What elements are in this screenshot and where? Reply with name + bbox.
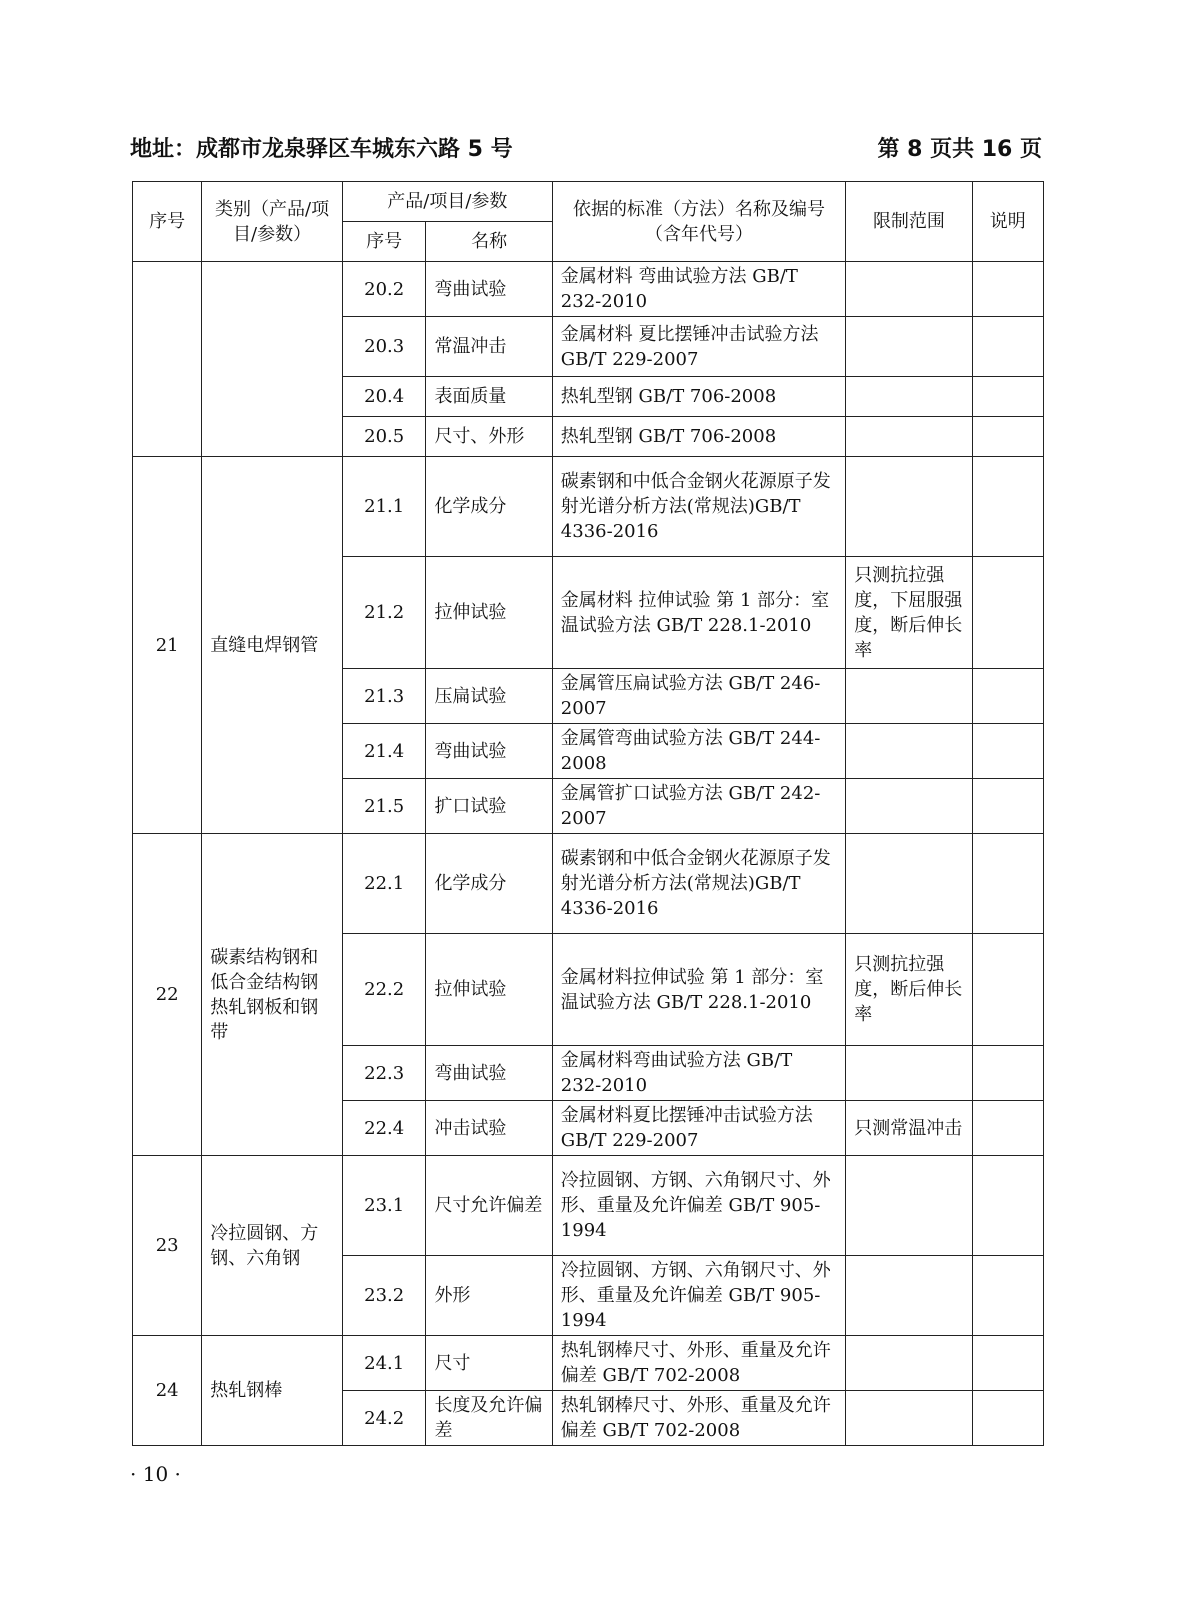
table-row: [133, 834, 1044, 934]
row-limit: 只测常温冲击: [846, 1101, 972, 1156]
row-note: [972, 457, 1043, 557]
table-header: [133, 182, 1044, 262]
row-sub-seq: 21.4: [342, 724, 426, 779]
header-product-group: 产品/项目/参数: [342, 182, 552, 222]
row-note: [972, 317, 1043, 377]
row-note: [972, 934, 1043, 1046]
row-standard: 碳素钢和中低合金钢火花源原子发射光谱分析方法(常规法)GB/T 4336-2016: [552, 457, 845, 557]
row-name: 化学成分: [426, 457, 552, 557]
row-note: [972, 1046, 1043, 1101]
group-seq: 24: [133, 1336, 202, 1446]
page-info-text: 第 8 页共 16 页: [877, 137, 1042, 162]
row-standard: 冷拉圆钢、方钢、六角钢尺寸、外形、重量及允许偏差 GB/T 905-1994: [552, 1256, 845, 1336]
standards-table: [132, 181, 1044, 1446]
row-note: [972, 377, 1043, 417]
row-standard: 金属材料 弯曲试验方法 GB/T 232-2010: [552, 262, 845, 317]
row-standard: 热轧钢棒尺寸、外形、重量及允许偏差 GB/T 702-2008: [552, 1336, 845, 1391]
row-sub-seq: 20.2: [342, 262, 426, 317]
row-standard: 金属材料拉伸试验 第 1 部分：室温试验方法 GB/T 228.1-2010: [552, 934, 845, 1046]
header-category: 类别（产品/项目/参数）: [202, 182, 343, 262]
header-limit: 限制范围: [846, 182, 972, 262]
row-name: 扩口试验: [426, 779, 552, 834]
row-limit: 只测抗拉强度，断后伸长率: [846, 934, 972, 1046]
row-limit: 只测抗拉强度，下屈服强度，断后伸长率: [846, 557, 972, 669]
row-sub-seq: 24.2: [342, 1391, 426, 1446]
row-sub-seq: 20.5: [342, 417, 426, 457]
row-standard: 金属材料 夏比摆锤冲击试验方法 GB/T 229-2007: [552, 317, 845, 377]
row-name: 常温冲击: [426, 317, 552, 377]
row-sub-seq: 21.1: [342, 457, 426, 557]
row-note: [972, 834, 1043, 934]
row-note: [972, 669, 1043, 724]
row-note: [972, 1156, 1043, 1256]
group-seq: [133, 262, 202, 457]
row-limit: [846, 1046, 972, 1101]
row-name: 尺寸允许偏差: [426, 1156, 552, 1256]
row-note: [972, 1256, 1043, 1336]
row-sub-seq: 22.3: [342, 1046, 426, 1101]
row-sub-seq: 22.1: [342, 834, 426, 934]
row-name: 长度及允许偏差: [426, 1391, 552, 1446]
row-standard: 冷拉圆钢、方钢、六角钢尺寸、外形、重量及允许偏差 GB/T 905-1994: [552, 1156, 845, 1256]
table-row: [133, 1336, 1044, 1391]
row-standard: 金属材料弯曲试验方法 GB/T 232-2010: [552, 1046, 845, 1101]
row-name: 弯曲试验: [426, 262, 552, 317]
group-seq: 22: [133, 834, 202, 1156]
row-note: [972, 262, 1043, 317]
row-note: [972, 1101, 1043, 1156]
row-sub-seq: 21.2: [342, 557, 426, 669]
row-sub-seq: 20.3: [342, 317, 426, 377]
row-note: [972, 1336, 1043, 1391]
group-seq: 21: [133, 457, 202, 834]
row-sub-seq: 24.1: [342, 1336, 426, 1391]
row-name: 弯曲试验: [426, 1046, 552, 1101]
row-note: [972, 1391, 1043, 1446]
row-name: 拉伸试验: [426, 934, 552, 1046]
header-standard: 依据的标准（方法）名称及编号（含年代号）: [552, 182, 845, 262]
row-name: 尺寸: [426, 1336, 552, 1391]
row-limit: [846, 669, 972, 724]
row-sub-seq: 23.1: [342, 1156, 426, 1256]
group-category: 直缝电焊钢管: [202, 457, 343, 834]
row-name: 压扁试验: [426, 669, 552, 724]
header-sub-seq: 序号: [342, 222, 426, 262]
row-name: 化学成分: [426, 834, 552, 934]
table-row: [133, 1156, 1044, 1256]
row-note: [972, 557, 1043, 669]
row-sub-seq: 23.2: [342, 1256, 426, 1336]
row-limit: [846, 417, 972, 457]
table-row: [133, 262, 1044, 317]
row-limit: [846, 1156, 972, 1256]
row-standard: 金属管压扁试验方法 GB/T 246-2007: [552, 669, 845, 724]
row-sub-seq: 21.3: [342, 669, 426, 724]
row-name: 表面质量: [426, 377, 552, 417]
address-text: 地址：成都市龙泉驿区车城东六路 5 号: [130, 137, 513, 162]
row-limit: [846, 377, 972, 417]
header-note: 说明: [972, 182, 1043, 262]
group-seq: 23: [133, 1156, 202, 1336]
row-note: [972, 417, 1043, 457]
group-category: [202, 262, 343, 457]
group-category: 冷拉圆钢、方钢、六角钢: [202, 1156, 343, 1336]
row-sub-seq: 22.4: [342, 1101, 426, 1156]
row-limit: [846, 317, 972, 377]
row-limit: [846, 262, 972, 317]
row-note: [972, 724, 1043, 779]
row-limit: [846, 1256, 972, 1336]
page-header: [130, 132, 1042, 166]
header-seq: 序号: [133, 182, 202, 262]
row-name: 外形: [426, 1256, 552, 1336]
table-row: [133, 457, 1044, 557]
row-name: 弯曲试验: [426, 724, 552, 779]
row-limit: [846, 1336, 972, 1391]
group-category: 热轧钢棒: [202, 1336, 343, 1446]
row-standard: 碳素钢和中低合金钢火花源原子发射光谱分析方法(常规法)GB/T 4336-2016: [552, 834, 845, 934]
group-category: 碳素结构钢和低合金结构钢热轧钢板和钢带: [202, 834, 343, 1156]
row-note: [972, 779, 1043, 834]
header-name: 名称: [426, 222, 552, 262]
page-number: · 10 ·: [130, 1462, 181, 1486]
row-standard: 热轧型钢 GB/T 706-2008: [552, 417, 845, 457]
row-standard: 热轧型钢 GB/T 706-2008: [552, 377, 845, 417]
row-limit: [846, 1391, 972, 1446]
row-limit: [846, 724, 972, 779]
row-standard: 金属管扩口试验方法 GB/T 242-2007: [552, 779, 845, 834]
row-standard: 金属材料 拉伸试验 第 1 部分：室温试验方法 GB/T 228.1-2010: [552, 557, 845, 669]
row-limit: [846, 457, 972, 557]
row-sub-seq: 22.2: [342, 934, 426, 1046]
row-name: 冲击试验: [426, 1101, 552, 1156]
row-standard: 金属材料夏比摆锤冲击试验方法 GB/T 229-2007: [552, 1101, 845, 1156]
row-standard: 金属管弯曲试验方法 GB/T 244-2008: [552, 724, 845, 779]
row-limit: [846, 779, 972, 834]
row-limit: [846, 834, 972, 934]
row-sub-seq: 20.4: [342, 377, 426, 417]
row-name: 拉伸试验: [426, 557, 552, 669]
row-name: 尺寸、外形: [426, 417, 552, 457]
row-standard: 热轧钢棒尺寸、外形、重量及允许偏差 GB/T 702-2008: [552, 1391, 845, 1446]
row-sub-seq: 21.5: [342, 779, 426, 834]
